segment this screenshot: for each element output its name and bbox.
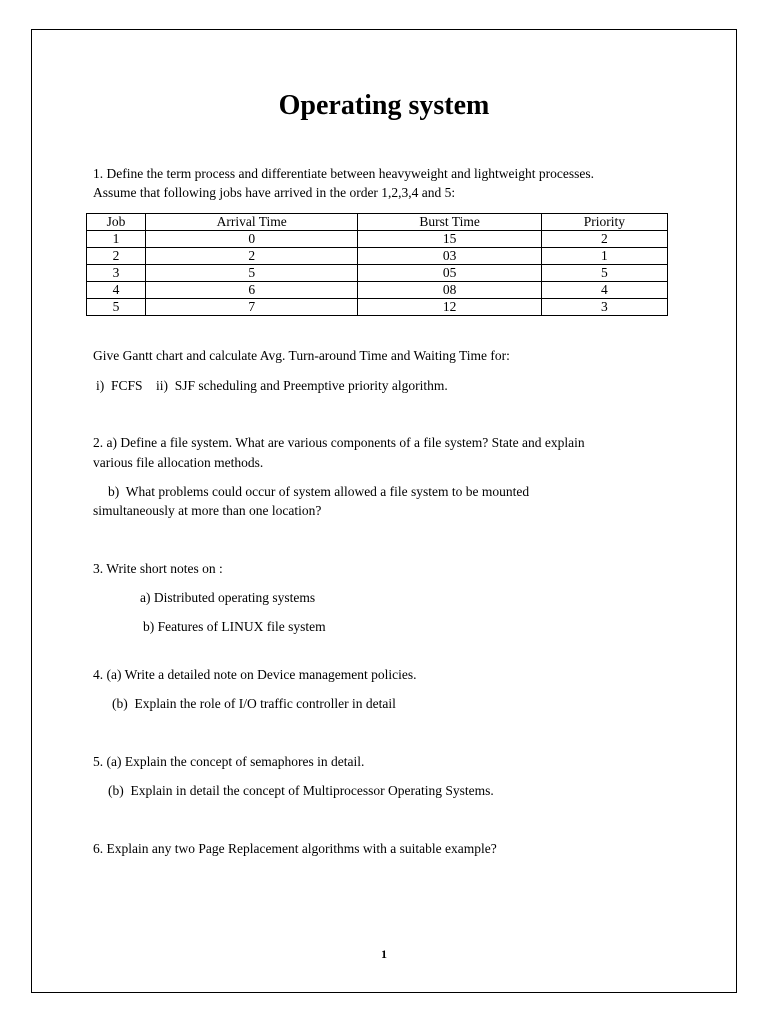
table-row <box>87 299 668 316</box>
question-2b-line-2: simultaneously at more than one location? <box>93 503 322 518</box>
table-row <box>87 231 668 248</box>
table-cell: 12 <box>358 299 541 316</box>
table-cell: 2 <box>87 248 146 265</box>
table-cell: 03 <box>358 248 541 265</box>
question-3-heading: 3. Write short notes on : <box>93 561 223 576</box>
question-3a: a) Distributed operating systems <box>140 590 316 605</box>
question-3b: b) Features of LINUX file system <box>143 619 326 634</box>
table-cell: 08 <box>358 282 541 299</box>
question-2b-line-1: b) What problems could occur of system allowed a file system to be mounted <box>108 484 530 499</box>
question-2a-line-1: 2. a) Define a file system. What are various components of a file system? State and explain <box>93 435 585 450</box>
question-4a: 4. (a) Write a detailed note on Device management policies. <box>93 667 417 682</box>
question-1-line-1: 1. Define the term process and differentiate between heavyweight and lightweight processes. <box>93 166 594 181</box>
table-cell: 1 <box>87 231 146 248</box>
table-row <box>87 248 668 265</box>
table-header-burst-time: Burst Time <box>358 214 541 231</box>
table-cell: 4 <box>541 282 667 299</box>
page-title: Operating system <box>278 90 490 121</box>
table-cell: 6 <box>146 282 358 299</box>
question-6: 6. Explain any two Page Replacement algorithms with a suitable example? <box>93 841 497 856</box>
table-header-job: Job <box>87 214 146 231</box>
table-header-row <box>87 214 668 231</box>
question-1-gantt-instruction: Give Gantt chart and calculate Avg. Turn-around Time and Waiting Time for: <box>93 348 510 363</box>
table-cell: 3 <box>87 265 146 282</box>
table-cell: 7 <box>146 299 358 316</box>
question-1-line-2: Assume that following jobs have arrived in the order 1,2,3,4 and 5: <box>93 185 456 200</box>
table-header-priority: Priority <box>541 214 667 231</box>
table-row <box>87 265 668 282</box>
table-cell: 5 <box>146 265 358 282</box>
table-cell: 0 <box>146 231 358 248</box>
question-1-algorithms: i) FCFS ii) SJF scheduling and Preemptive priority algorithm. <box>96 378 448 393</box>
table-cell: 3 <box>541 299 667 316</box>
table-cell: 5 <box>541 265 667 282</box>
jobs-table <box>86 213 668 316</box>
table-cell: 5 <box>87 299 146 316</box>
table-row <box>87 282 668 299</box>
question-5a: 5. (a) Explain the concept of semaphores in detail. <box>93 754 365 769</box>
question-2a-line-2: various file allocation methods. <box>93 455 264 470</box>
question-5b: (b) Explain in detail the concept of Multiprocessor Operating Systems. <box>108 783 494 798</box>
table-cell: 15 <box>358 231 541 248</box>
page-number: 1 <box>381 947 387 961</box>
table-header-arrival-time: Arrival Time <box>146 214 358 231</box>
table-cell: 05 <box>358 265 541 282</box>
table-cell: 1 <box>541 248 667 265</box>
question-4b: (b) Explain the role of I/O traffic controller in detail <box>112 696 396 711</box>
table-cell: 2 <box>146 248 358 265</box>
table-cell: 2 <box>541 231 667 248</box>
table-cell: 4 <box>87 282 146 299</box>
